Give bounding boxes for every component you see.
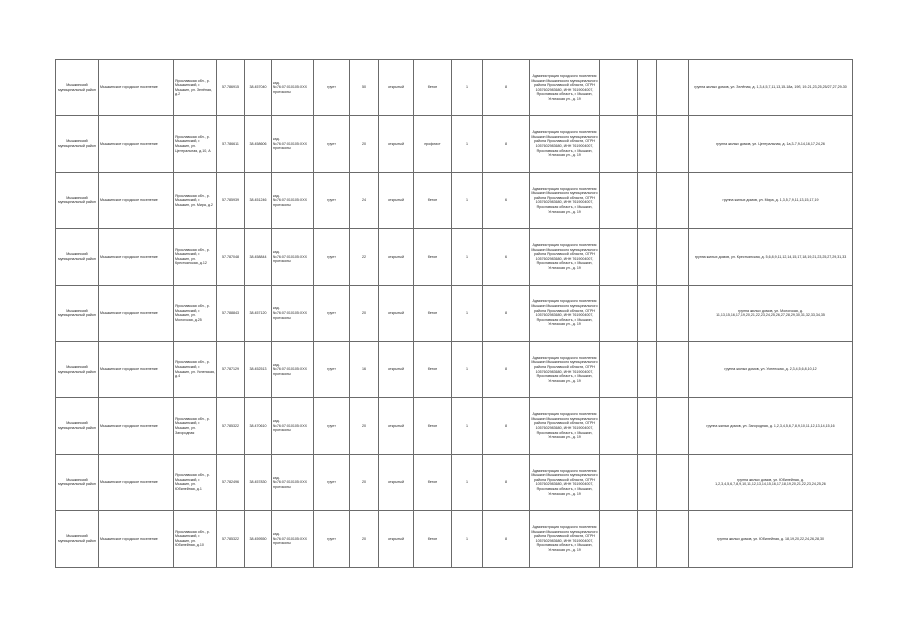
cell-cadastral: кад.№76:07:010105:ХХХ протоколы bbox=[272, 60, 314, 116]
cell-holder: Администрация городского поселения Мышкин Мышкинского муниципального района Ярославской области, ОГРН 1057602983680, ИНН 7619004007, Ярославская область, г. Мышкин, Угличская ул., д. 19 bbox=[530, 60, 600, 116]
cell-longitude: 38.457040 bbox=[245, 60, 272, 116]
cell-holder: Администрация городского поселения Мышкин Мышкинского муниципального района Ярославской области, ОГРН 1057602983680, ИНН 7619004007, Ярославская область, г. Мышкин, Угличская ул., д. 19 bbox=[530, 511, 600, 567]
cell-settlement: Мышкинское городское поселение bbox=[99, 511, 174, 567]
cell-container-volume: 8 bbox=[483, 285, 530, 341]
cell-holder: Администрация городского поселения Мышкин Мышкинского муниципального района Ярославской области, ОГРН 1057602983680, ИНН 7619004007, Ярославская область, г. Мышкин, Угличская ул., д. 19 bbox=[530, 285, 600, 341]
cell-area: 20 bbox=[350, 398, 379, 454]
cell-holder: Администрация городского поселения Мышкин Мышкинского муниципального района Ярославской области, ОГРН 1057602983680, ИНН 7619004007, Ярославская область, г. Мышкин, Угличская ул., д. 19 bbox=[530, 172, 600, 228]
cell-surface: грунт bbox=[314, 341, 350, 397]
cell-area: 20 bbox=[350, 285, 379, 341]
cell-waste-sources: группа жилых домов, ул. Загородная, д. 1,2,3,4,5,6,7,8,9,10,11,12,13,14,15,16 bbox=[689, 398, 853, 454]
cell-latitude: 57.785322 bbox=[217, 511, 245, 567]
cell-fence: бетон bbox=[414, 454, 452, 510]
cell-container-count: 1 bbox=[452, 454, 483, 510]
cell-address: Ярославская обл., р. Мышкинский, г. Мышкин, ул. Юбилейная, д.1 bbox=[174, 454, 217, 510]
cell-empty-2 bbox=[638, 172, 657, 228]
cell-owner: Мышкинский муниципальный район bbox=[56, 398, 99, 454]
cell-owner: Мышкинский муниципальный район bbox=[56, 229, 99, 285]
table-row bbox=[56, 60, 853, 116]
cell-cadastral: кад.№76:07:010105:ХХХ протоколы bbox=[272, 229, 314, 285]
cell-waste-sources: группа жилых домов, ул. Юбилейная, д. 1,2,3,4,5,6,7,8,9,10,11,12,13,14,15,16,17,18,19,20,21,22,23,24,25,26 bbox=[689, 454, 853, 510]
cell-container-volume: 8 bbox=[483, 398, 530, 454]
cell-site-type: открытый bbox=[379, 511, 414, 567]
cell-empty-3 bbox=[657, 229, 689, 285]
cell-site-type: открытый bbox=[379, 341, 414, 397]
cell-site-type: открытый bbox=[379, 229, 414, 285]
cell-waste-sources: группа жилых домов, ул. Успенская, д. 2,3,4,5,6,8,10,12 bbox=[689, 341, 853, 397]
cell-settlement: Мышкинское городское поселение bbox=[99, 398, 174, 454]
cell-latitude: 57.786611 bbox=[217, 116, 245, 172]
cell-longitude: 38.458606 bbox=[245, 116, 272, 172]
cell-empty-1 bbox=[600, 285, 638, 341]
cell-waste-sources: группа жилых домов, ул. Мологская, д. 11,13,15,16,17,19,20,21,22,23,24,25,26,27,28,29,30,31,32,33,34,35 bbox=[689, 285, 853, 341]
cell-owner: Мышкинский муниципальный район bbox=[56, 60, 99, 116]
cell-surface: грунт bbox=[314, 60, 350, 116]
cell-cadastral: кад.№76:07:010105:ХХХ протоколы bbox=[272, 116, 314, 172]
cell-container-count: 1 bbox=[452, 398, 483, 454]
registry-sheet bbox=[55, 59, 852, 567]
cell-fence: профлист bbox=[414, 116, 452, 172]
cell-holder: Администрация городского поселения Мышкин Мышкинского муниципального района Ярославской области, ОГРН 1057602983680, ИНН 7619004007, Ярославская область, г. Мышкин, Угличская ул., д. 19 bbox=[530, 454, 600, 510]
cell-container-count: 1 bbox=[452, 229, 483, 285]
cell-address: Ярославская обл., р. Мышкинский, г. Мышкин, ул. Успенская, д.4 bbox=[174, 341, 217, 397]
cell-holder: Администрация городского поселения Мышкин Мышкинского муниципального района Ярославской области, ОГРН 1057602983680, ИНН 7619004007, Ярославская область, г. Мышкин, Угличская ул., д. 19 bbox=[530, 116, 600, 172]
cell-surface: грунт bbox=[314, 511, 350, 567]
cell-area: 22 bbox=[350, 229, 379, 285]
cell-surface: грунт bbox=[314, 116, 350, 172]
cell-owner: Мышкинский муниципальный район bbox=[56, 172, 99, 228]
cell-address: Ярославская обл., р. Мышкинский, г. Мышкин, ул. Зелёная, д.2 bbox=[174, 60, 217, 116]
cell-address: Ярославская обл., р. Мышкинский, г. Мышкин, ул. Центральная, д.10, А bbox=[174, 116, 217, 172]
cell-container-volume: 8 bbox=[483, 511, 530, 567]
cell-empty-2 bbox=[638, 454, 657, 510]
cell-owner: Мышкинский муниципальный район bbox=[56, 285, 99, 341]
cell-container-volume: 8 bbox=[483, 60, 530, 116]
cell-address: Ярославская обл., р. Мышкинский, г. Мышкин, ул. Юбилейная, д.10 bbox=[174, 511, 217, 567]
cell-cadastral: кад.№76:07:010105:ХХХ протоколы bbox=[272, 398, 314, 454]
cell-surface: грунт bbox=[314, 172, 350, 228]
cell-empty-1 bbox=[600, 116, 638, 172]
cell-empty-1 bbox=[600, 229, 638, 285]
cell-empty-1 bbox=[600, 511, 638, 567]
cell-settlement: Мышкинское городское поселение bbox=[99, 285, 174, 341]
cell-settlement: Мышкинское городское поселение bbox=[99, 454, 174, 510]
cell-longitude: 38.459550 bbox=[245, 511, 272, 567]
cell-longitude: 38.457120 bbox=[245, 285, 272, 341]
cell-waste-sources: группа жилых домов, ул. Мира, д. 1,3,5,7,9,11,13,15,17,19 bbox=[689, 172, 853, 228]
table-row bbox=[56, 341, 853, 397]
cell-site-type: открытый bbox=[379, 172, 414, 228]
cell-longitude: 38.452513 bbox=[245, 341, 272, 397]
cell-settlement: Мышкинское городское поселение bbox=[99, 229, 174, 285]
cell-surface: грунт bbox=[314, 398, 350, 454]
cell-empty-3 bbox=[657, 398, 689, 454]
table-row bbox=[56, 172, 853, 228]
cell-site-type: открытый bbox=[379, 454, 414, 510]
cell-empty-3 bbox=[657, 116, 689, 172]
cell-latitude: 57.785939 bbox=[217, 172, 245, 228]
cell-latitude: 57.788843 bbox=[217, 285, 245, 341]
cell-fence: бетон bbox=[414, 172, 452, 228]
cell-owner: Мышкинский муниципальный район bbox=[56, 116, 99, 172]
cell-cadastral: кад.№76:07:010105:ХХХ протоколы bbox=[272, 341, 314, 397]
cell-area: 50 bbox=[350, 60, 379, 116]
cell-empty-3 bbox=[657, 341, 689, 397]
cell-owner: Мышкинский муниципальный район bbox=[56, 511, 99, 567]
cell-holder: Администрация городского поселения Мышкин Мышкинского муниципального района Ярославской области, ОГРН 1057602983680, ИНН 7619004007, Ярославская область, г. Мышкин, Угличская ул., д. 19 bbox=[530, 398, 600, 454]
cell-empty-2 bbox=[638, 116, 657, 172]
cell-latitude: 57.787129 bbox=[217, 341, 245, 397]
table-row bbox=[56, 285, 853, 341]
cell-empty-2 bbox=[638, 398, 657, 454]
cell-surface: грунт bbox=[314, 285, 350, 341]
cell-waste-sources: группа жилых домов, ул. Юбилейная, д. 18,19,20,22,24,26,28,30 bbox=[689, 511, 853, 567]
cell-area: 16 bbox=[350, 341, 379, 397]
cell-empty-3 bbox=[657, 454, 689, 510]
cell-container-count: 1 bbox=[452, 172, 483, 228]
cell-area: 24 bbox=[350, 172, 379, 228]
cell-holder: Администрация городского поселения Мышкин Мышкинского муниципального района Ярославской области, ОГРН 1057602983680, ИНН 7619004007, Ярославская область, г. Мышкин, Угличская ул., д. 19 bbox=[530, 229, 600, 285]
table-row bbox=[56, 116, 853, 172]
cell-empty-3 bbox=[657, 285, 689, 341]
cell-container-count: 1 bbox=[452, 116, 483, 172]
cell-empty-1 bbox=[600, 454, 638, 510]
cell-empty-1 bbox=[600, 341, 638, 397]
cell-fence: бетон bbox=[414, 60, 452, 116]
cell-site-type: открытый bbox=[379, 116, 414, 172]
cell-cadastral: кад.№76:07:010105:ХХХ протоколы bbox=[272, 511, 314, 567]
cell-cadastral: кад.№76:07:010105:ХХХ протоколы bbox=[272, 454, 314, 510]
cell-fence: бетон bbox=[414, 341, 452, 397]
cell-site-type: открытый bbox=[379, 398, 414, 454]
cell-site-type: открытый bbox=[379, 60, 414, 116]
cell-empty-1 bbox=[600, 398, 638, 454]
cell-longitude: 38.457830 bbox=[245, 454, 272, 510]
cell-area: 20 bbox=[350, 116, 379, 172]
cell-container-volume: 8 bbox=[483, 116, 530, 172]
cell-settlement: Мышкинское городское поселение bbox=[99, 116, 174, 172]
cell-address: Ярославская обл., р. Мышкинский, г. Мышкин, ул. Крестьянская, д.12 bbox=[174, 229, 217, 285]
table-row bbox=[56, 229, 853, 285]
cell-waste-sources: группа жилых домов, ул. Крестьянская, д. 5,6,8,9,11,12,14,15,17,18,19,21,23,25,27,29,31,33 bbox=[689, 229, 853, 285]
table-row bbox=[56, 398, 853, 454]
cell-empty-1 bbox=[600, 172, 638, 228]
cell-waste-sources: группа жилых домов, ул. Зелёная, д. 1,3,4,5,7,11,13,15-18а, 19б, 19-21,23,25,25/27,27,29-30 bbox=[689, 60, 853, 116]
cell-site-type: открытый bbox=[379, 285, 414, 341]
cell-fence: бетон bbox=[414, 398, 452, 454]
cell-longitude: 38.470610 bbox=[245, 398, 272, 454]
cell-empty-1 bbox=[600, 60, 638, 116]
cell-waste-sources: группа жилых домов, ул. Центральная, д. 1а,3-7,9-14,16,17,24,26 bbox=[689, 116, 853, 172]
cell-container-volume: 8 bbox=[483, 454, 530, 510]
table-row bbox=[56, 511, 853, 567]
cell-settlement: Мышкинское городское поселение bbox=[99, 341, 174, 397]
cell-cadastral: кад.№76:07:010105:ХХХ протоколы bbox=[272, 172, 314, 228]
cell-area: 20 bbox=[350, 454, 379, 510]
waste-sites-table bbox=[55, 59, 853, 568]
cell-cadastral: кад.№76:07:010105:ХХХ протоколы bbox=[272, 285, 314, 341]
cell-address: Ярославская обл., р. Мышкинский, г. Мышкин, ул. Мологская, д.25 bbox=[174, 285, 217, 341]
cell-latitude: 57.786915 bbox=[217, 60, 245, 116]
table-row bbox=[56, 454, 853, 510]
cell-empty-2 bbox=[638, 341, 657, 397]
cell-empty-3 bbox=[657, 511, 689, 567]
cell-owner: Мышкинский муниципальный район bbox=[56, 454, 99, 510]
cell-container-count: 1 bbox=[452, 60, 483, 116]
cell-empty-2 bbox=[638, 285, 657, 341]
cell-empty-2 bbox=[638, 511, 657, 567]
cell-empty-2 bbox=[638, 60, 657, 116]
cell-empty-3 bbox=[657, 172, 689, 228]
cell-empty-3 bbox=[657, 60, 689, 116]
cell-settlement: Мышкинское городское поселение bbox=[99, 60, 174, 116]
cell-fence: бетон bbox=[414, 511, 452, 567]
cell-container-volume: 8 bbox=[483, 341, 530, 397]
cell-longitude: 38.458844 bbox=[245, 229, 272, 285]
cell-area: 20 bbox=[350, 511, 379, 567]
cell-owner: Мышкинский муниципальный район bbox=[56, 341, 99, 397]
cell-surface: грунт bbox=[314, 229, 350, 285]
cell-longitude: 38.451246 bbox=[245, 172, 272, 228]
cell-settlement: Мышкинское городское поселение bbox=[99, 172, 174, 228]
cell-address: Ярославская обл., р. Мышкинский, г. Мышкин, ул. Загородная bbox=[174, 398, 217, 454]
cell-latitude: 57.787048 bbox=[217, 229, 245, 285]
cell-fence: бетон bbox=[414, 229, 452, 285]
cell-container-count: 1 bbox=[452, 285, 483, 341]
cell-address: Ярославская обл., р. Мышкинский, г. Мышкин, ул. Мира, д.2 bbox=[174, 172, 217, 228]
cell-surface: грунт bbox=[314, 454, 350, 510]
cell-container-volume: 6 bbox=[483, 229, 530, 285]
cell-empty-2 bbox=[638, 229, 657, 285]
cell-container-count: 1 bbox=[452, 511, 483, 567]
cell-latitude: 57.785322 bbox=[217, 398, 245, 454]
cell-container-volume: 6 bbox=[483, 172, 530, 228]
cell-holder: Администрация городского поселения Мышкин Мышкинского муниципального района Ярославской области, ОГРН 1057602983680, ИНН 7619004007, Ярославская область, г. Мышкин, Угличская ул., д. 19 bbox=[530, 341, 600, 397]
cell-fence: бетон bbox=[414, 285, 452, 341]
cell-latitude: 57.782496 bbox=[217, 454, 245, 510]
cell-container-count: 1 bbox=[452, 341, 483, 397]
